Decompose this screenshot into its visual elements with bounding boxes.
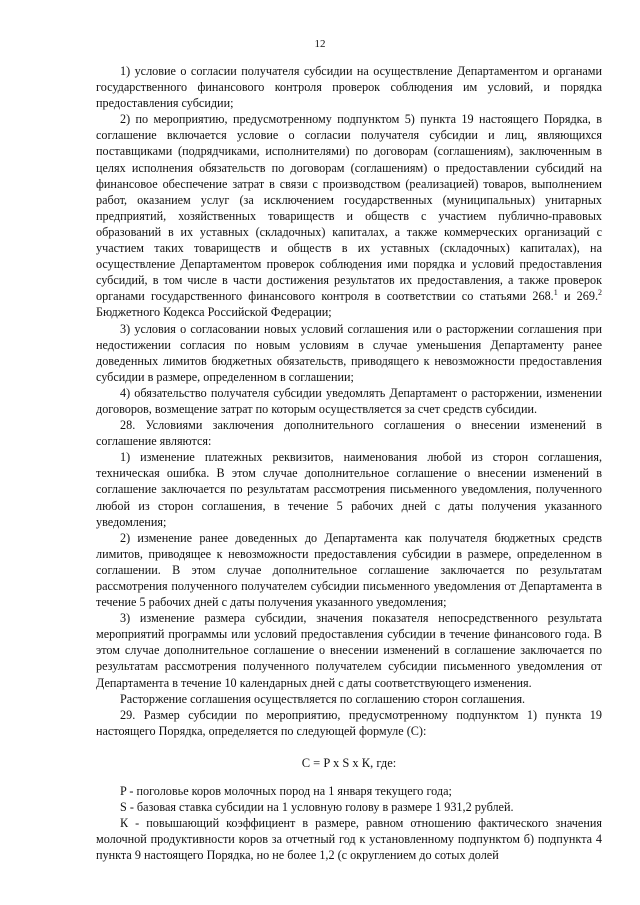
document-body [96, 63, 602, 864]
paragraph-termination: Расторжение соглашения осуществляется по соглашению сторон соглашения. [120, 691, 526, 706]
footnote-marker-1: 1 [553, 288, 558, 298]
formula-variable-k: К - повышающий коэффициент в размере, равном отношению фактического значения молочной продуктивности коров за отчетный год к установленному подпунктом б) подпункта 4 пункта 9 настоящего Порядка, но не более 1,2 (с округлением до сотых долей [96, 816, 602, 863]
subsidy-formula: С = P x S x К, где: [301, 755, 397, 770]
paragraph-27-4: 4) обязательство получателя субсидии уведомлять Департамент о расторжении, изменении договоров, возмещение затрат по которым осуществляется за счет средств субсидии. [96, 385, 602, 416]
footnote-marker-2: 2 [598, 288, 602, 298]
paragraph-27-3: 3) условия о согласовании новых условий соглашения или о расторжении соглашения при недостижении согласия по новым условиям в случае уменьшения Департаменту ранее доведенных лимитов бюджетных обязательств, приводящего к невозможности предоставления субсидии в размере, определенном в соглашении; [96, 321, 602, 384]
page-number: 12 [314, 38, 326, 50]
paragraph-27-2-tail: Бюджетного Кодекса Российской Федерации; [96, 305, 332, 320]
formula-variable-p: P - поголовье коров молочных пород на 1 января текущего года; [120, 784, 452, 799]
paragraph-29: 29. Размер субсидии по мероприятию, предусмотренному подпунктом 1) пункта 19 настоящего Порядка, определяется по следующей формуле (С): [96, 707, 602, 738]
formula-variable-s: S - базовая ставка субсидии на 1 условную голову в размере 1 931,2 рублей. [120, 800, 514, 815]
paragraph-27-2-text: 2) по мероприятию, предусмотренному подпунктом 5) пункта 19 настоящего Порядка, в соглашение включается условие о согласии получателя субсидии и лиц, являющихся поставщиками (подрядчиками, исполнителями) по договорам (соглашениям), заключенным в целях исполнения обязательств по договорам (соглашениям) о предоставлении субсидий на финансовое обеспечение затрат в связи с производством (реализацией) товаров, выполнением работ, оказанием услуг (за исключением государственных (муниципальных) унитарных предприятий, хозяйственных товариществ и обществ с участием публично-правовых образований в их уставных (складочных) капиталах, а также коммерческих организаций с участием таких товариществ и обществ в их уставных (складочных) капиталах), на осуществление Департаментом проверок соблюдения ими порядка и условий предоставления субсидий, в том числе в части достижения результатов их предоставления, а также проверок органами государственного финансового контроля в соответствии со статьями 268. [96, 112, 602, 304]
paragraph-28-2: 2) изменение ранее доведенных до Департамента как получателя бюджетных средств лимитов, приводящее к невозможности предоставления субсидии в размере, определенном в соглашении. В этом случае дополнительное соглашение заключается по результатам рассмотрения полученного получателем субсидии письменного уведомления от Департамента в течение 5 рабочих дней с даты получения указанного уведомления; [96, 530, 602, 610]
paragraph-27-2 [96, 111, 602, 320]
paragraph-27-1: 1) условие о согласии получателя субсидии на осуществление Департаментом и органами государственного финансового контроля проверок соблюдения им условий, и порядка предоставления субсидии; [96, 64, 602, 111]
paragraph-27-2-mid: и 269. [557, 289, 598, 304]
paragraph-28-1: 1) изменение платежных реквизитов, наименования любой из сторон соглашения, техническая ошибка. В этом случае дополнительное соглашение о внесении изменений в соглашение заключается по результатам рассмотрения письменного уведомления, полученного любой из сторон соглашения, в течение 5 рабочих дней с даты получения указанного уведомления; [96, 450, 602, 529]
paragraph-28: 28. Условиями заключения дополнительного соглашения о внесении изменений в соглашение являются: [96, 418, 602, 449]
paragraph-28-3: 3) изменение размера субсидии, значения показателя непосредственного результата мероприятий программы или условий предоставления субсидии в течение финансового года. В этом случае дополнительное соглашение о внесении изменений в соглашение заключается по результатам рассмотрения полученного получателем субсидии письменного уведомления от Департамента в течение 10 календарных дней с даты соответствующего изменения. [96, 611, 602, 690]
